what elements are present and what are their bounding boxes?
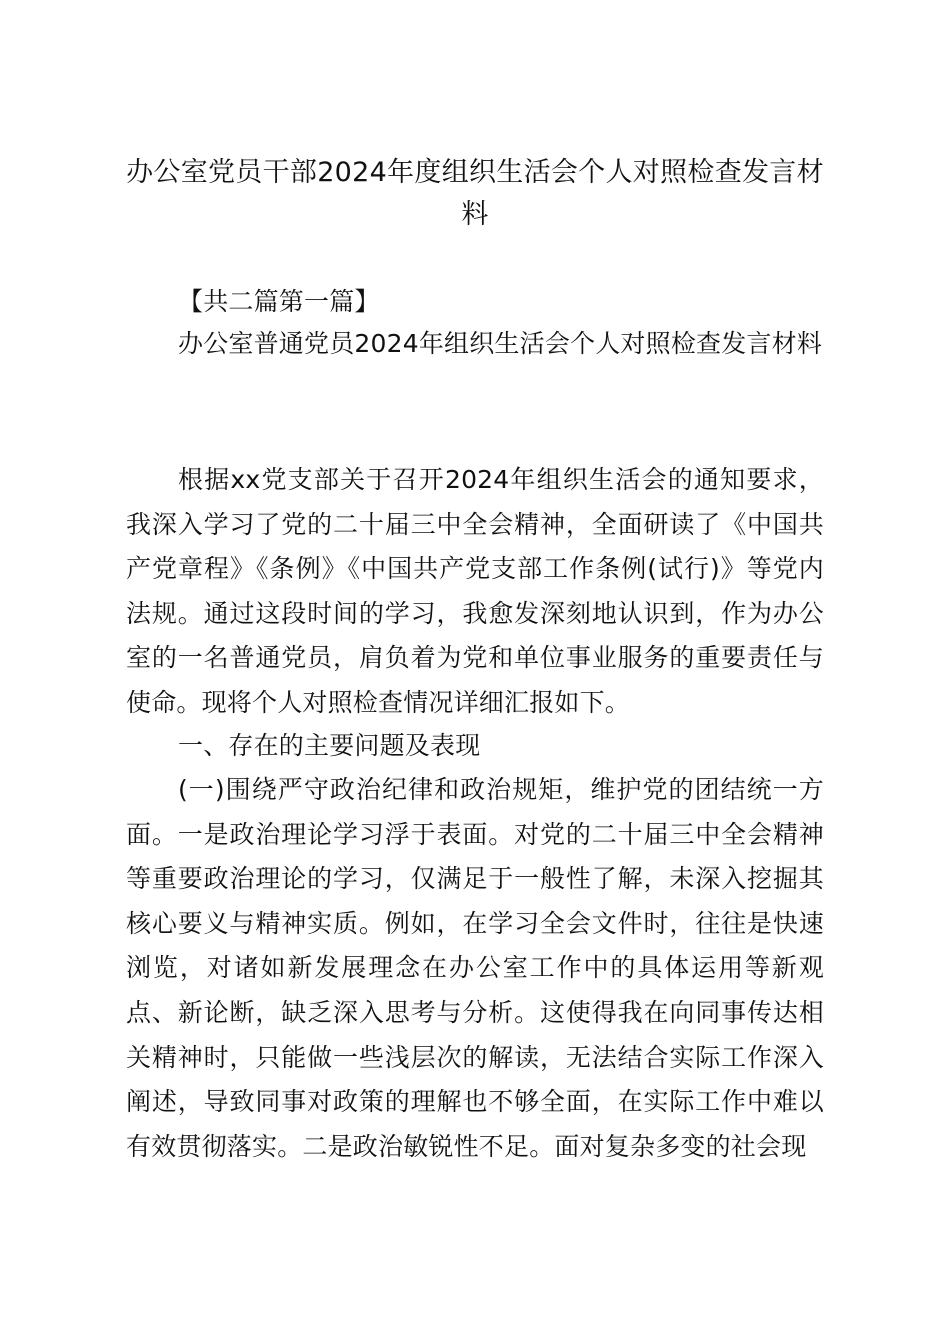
section-heading: 一、存在的主要问题及表现 xyxy=(178,731,481,760)
body-paragraph: (一)围绕严守政治纪律和政治规矩，维护党的团结统一方面。一是政治理论学习浮于表面。对党的二十届三中全会精神等重要政治理论的学习，仅满足于一般性了解，未深入挖掘其核心要义与精神实质。例如，在学习全会文件时，往往是快速浏览，对诸如新发展理念在办公室工作中的具体运用等新观点、新论断，缺乏深入思考与分析。这使得我在向同事传达相关精神时，只能做一些浅层次的解读，无法结合实际工作深入阐述，导致同事对政策的理解也不够全面，在实际工作中难以有效贯彻落实。二是政治敏锐性不足。面对复杂多变的社会现 xyxy=(126,775,824,1161)
document-subtitle: 办公室普通党员2024年组织生活会个人对照检查发言材料 xyxy=(178,329,823,358)
intro-paragraph: 根据xx党支部关于召开2024年组织生活会的通知要求，我深入学习了党的二十届三中全会精神，全面研读了《中国共产党章程》《条例》《中国共产党支部工作条例(试行)》等党内法规。通过这段时间的学习，我愈发深刻地认识到，作为办公室的一名普通党员，肩负着为党和单位事业服务的重要责任与使命。现将个人对照检查情况详细汇报如下。 xyxy=(126,465,824,717)
series-label: 【共二篇第一篇】 xyxy=(178,287,380,316)
document-title: 办公室党员干部2024年度组织生活会个人对照检查发言材料 xyxy=(126,157,824,230)
